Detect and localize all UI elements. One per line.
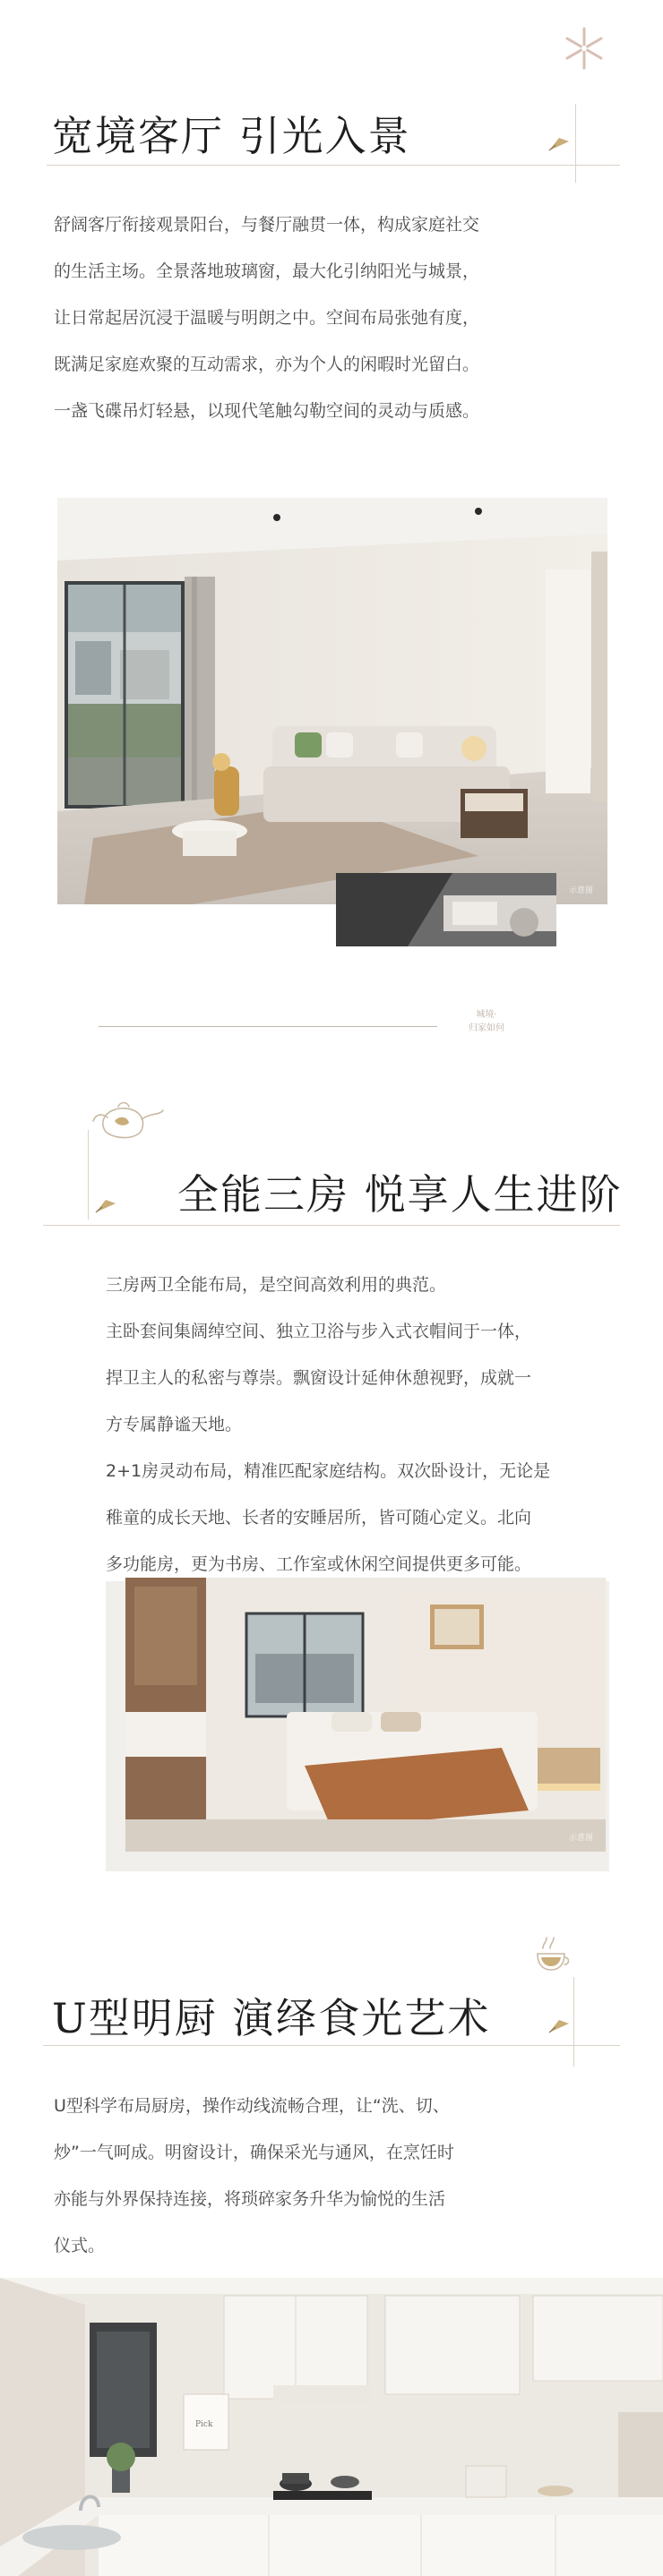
title-underline bbox=[43, 2045, 620, 2046]
paragraph-line: 主卧套间集阔绰空间、独立卫浴与步入式衣帽间于一体， bbox=[106, 1322, 532, 1341]
paragraph-line: 三房两卫全能布局，是空间高效利用的典范。 bbox=[106, 1275, 447, 1295]
detail-inset-photo bbox=[336, 873, 556, 946]
paragraph-line: 捍卫主人的私密与尊崇。飘窗设计延伸休憩视野，成就一 bbox=[106, 1368, 532, 1388]
title-underline bbox=[43, 1225, 620, 1226]
divider-label-line: 归家如何 bbox=[469, 1023, 504, 1033]
section-title-three-bedroom: 全能三房 悦享人生进阶 bbox=[177, 1170, 623, 1219]
paragraph-line: 亦能与外界保持连接，将琐碎家务升华为愉悦的生活 bbox=[54, 2189, 446, 2209]
divider-label bbox=[446, 1008, 527, 1035]
vertical-rule bbox=[573, 1977, 574, 2067]
paragraph-line: 多功能房，更为书房、工作室或休闲空间提供更多可能。 bbox=[106, 1554, 532, 1574]
paragraph-line: 的生活主场。全景落地玻璃窗，最大化引纳阳光与城景， bbox=[54, 261, 480, 281]
kitchen-photo bbox=[0, 2278, 663, 2576]
three-bedroom-description bbox=[106, 1262, 625, 1588]
vertical-rule bbox=[575, 104, 576, 183]
paragraph-line: 稚童的成长天地、长者的安睡居所，皆可随心定义。北向 bbox=[106, 1508, 532, 1528]
teapot-icon bbox=[88, 1094, 168, 1148]
section-title-living-room: 宽境客厅 引光入景 bbox=[52, 112, 411, 160]
paragraph-line: 让日常起居沉浸于温暖与明朗之中。空间布局张弛有度， bbox=[54, 308, 480, 328]
paragraph-line: 舒阔客厅衔接观景阳台，与餐厅融贯一体，构成家庭社交 bbox=[54, 215, 480, 235]
bedroom-photo bbox=[125, 1578, 606, 1852]
section-divider bbox=[99, 1026, 437, 1027]
paragraph-line: 方专属静谧天地。 bbox=[106, 1415, 243, 1434]
paragraph-line: 既满足家庭欢聚的互动需求，亦为个人的闲暇时光留白。 bbox=[54, 355, 480, 374]
paragraph-line: 2+1房灵动布局，精准匹配家庭结构。双次卧设计，无论是 bbox=[106, 1461, 551, 1481]
kitchen-description bbox=[54, 2083, 609, 2269]
living-room-description bbox=[54, 201, 609, 434]
living-room-photo bbox=[57, 498, 607, 904]
photo-caption: 示意图 bbox=[568, 1834, 593, 1843]
divider-label-line: 城境· bbox=[476, 1010, 497, 1020]
title-underline bbox=[47, 165, 620, 166]
leaf-flag-icon bbox=[93, 1196, 118, 1216]
section-title-kitchen: U型明厨 演绎食光艺术 bbox=[52, 1994, 491, 2042]
snowflake-icon bbox=[561, 25, 607, 72]
leaf-flag-icon bbox=[547, 134, 572, 154]
photo-caption: 示意图 bbox=[568, 886, 593, 895]
frame-text: Pick bbox=[195, 2420, 213, 2429]
teacup-icon bbox=[529, 1934, 573, 1975]
leaf-flag-icon bbox=[547, 2016, 572, 2036]
paragraph-line: 仪式。 bbox=[54, 2236, 106, 2255]
paragraph-line: 一盏飞碟吊灯轻悬，以现代笔触勾勒空间的灵动与质感。 bbox=[54, 401, 480, 421]
paragraph-line: U型科学布局厨房，操作动线流畅合理，让“洗、切、 bbox=[54, 2096, 450, 2116]
paragraph-line: 炒”一气呵成。明窗设计，确保采光与通风，在烹饪时 bbox=[54, 2143, 454, 2162]
vertical-rule bbox=[88, 1130, 89, 1220]
